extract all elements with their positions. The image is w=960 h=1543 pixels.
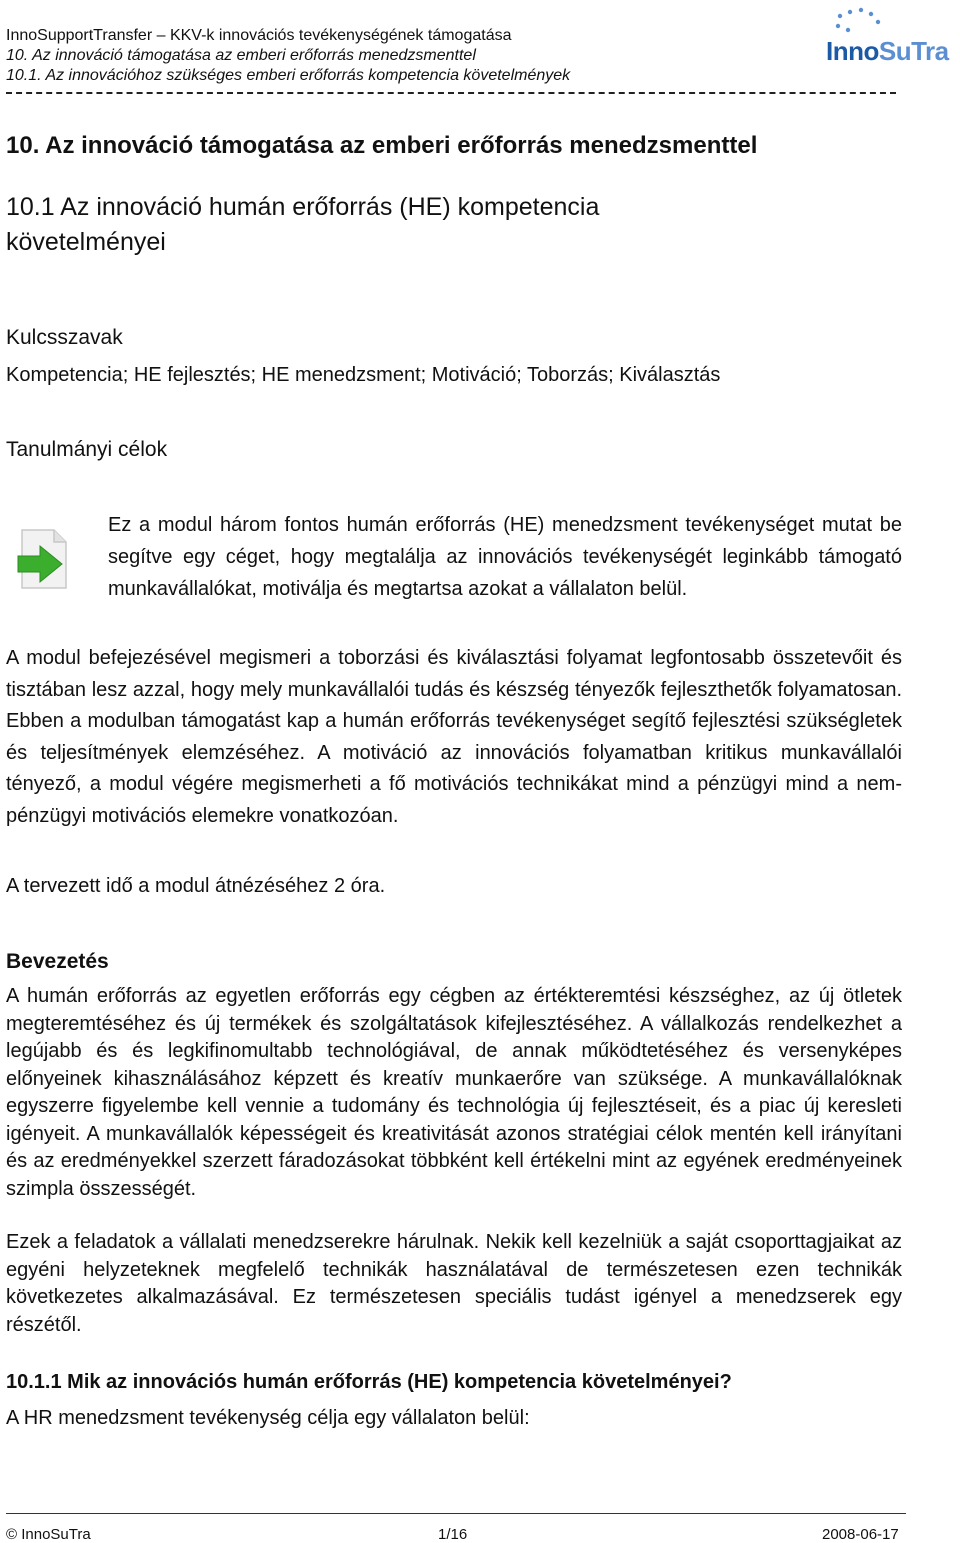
- footer-divider: [6, 1513, 906, 1514]
- intro-heading: Bevezetés: [6, 950, 109, 973]
- objectives-text-1: Ez a modul három fontos humán erőforrás (HE) menedzsment tevékenységet mutat be segítve egy céget, hogy megtalálja az innovációs tevékenységét leginkább támogató munkavállalókat, motiválja és megtartsa azokat a vállalaton belül.: [108, 514, 902, 600]
- objectives-heading: Tanulmányi célok: [6, 438, 168, 461]
- footer-copyright: © InnoSuTra: [6, 1526, 91, 1543]
- keywords-heading: Kulcsszavak: [6, 326, 123, 349]
- section-heading: 10.1.1 Mik az innovációs humán erőforrás (HE) kompetencia követelményei?: [6, 1371, 732, 1393]
- intro-paragraph-1: A humán erőforrás az egyetlen erőforrás egy cégben az értékteremtési készséghez, az új ötletek megteremtéséhez és új termékek és szolgáltatások kifejlesztéséhez. A vállalkozás rendelkezhet a legújabb és és legkifinomultabb technológiával, de annak működtetéséhez és versenyképes előnyeinek kihasználásához képzett és kreatív munkaerőre van szüksége. A munkavállalóknak egyszerre figyelembe kell vennie a tudomány és technológia új fejlesztéseit, és a piac új keresleti igényeit. A munkavállalók képességeit és kreativitását azonos stratégiai célok mentén kell irányítani és az eredményekkel szerzett fáradozásokat többként kell értékelni mint az egyének eredményeinek szimpla összességét.: [6, 985, 902, 1200]
- logo-part-sutra: SuTra: [878, 36, 949, 66]
- intro-paragraph-2: Ezek a feladatok a vállalati menedzserekre hárulnak. Nekik kell kezelniük a saját csoporttagjaikat az egyéni helyzeteknek megfelelő technikák használatával de természetesen ezen technikák következetes alkalmazásával. Ez természetesen speciális tudást igényel a menedzserek egy részétől.: [6, 1231, 902, 1336]
- logo-wordmark: [826, 36, 949, 67]
- footer-date: 2008-06-17: [822, 1526, 899, 1543]
- section-subtitle: 10.1 Az innováció humán erőforrás (HE) kompetencia követelményei: [6, 193, 600, 256]
- keywords-text: Kompetencia; HE fejlesztés; HE menedzsment; Motiváció; Toborzás; Kiválasztás: [6, 364, 721, 386]
- innosutra-logo: [826, 6, 956, 70]
- header-project-title: InnoSupportTransfer – KKV-k innovációs tevékenységének támogatása: [6, 27, 512, 44]
- header-section-title: 10.1. Az innovációhoz szükséges emberi erőforrás kompetencia követelmények: [6, 67, 571, 84]
- objectives-duration: A tervezett idő a modul átnézéséhez 2 óra.: [6, 875, 386, 897]
- header-divider: [6, 92, 896, 94]
- header-chapter-title: 10. Az innováció támogatása az emberi erőforrás menedzsmenttel: [6, 47, 476, 64]
- logo-part-inno: Inno: [826, 36, 879, 66]
- objectives-paragraph-1: [6, 509, 902, 605]
- logo-dots-icon: [826, 6, 956, 36]
- objectives-paragraph-2: A modul befejezésével megismeri a toborzási és kiválasztási folyamat legfontosabb összetevőit és tisztában lesz azzal, hogy mely munkavállalói tudás és készség tényezők fejleszthetők folyamatosan. Ebben a modulban támogatást kap a humán erőforrás tevékenységet segítő fejlesztési szükségletek és teljesítmények elemzéséhez. A motiváció az innovációs folyamatban kritikus munkavállalói tényező, a modul végére megismerheti a fő motivációs technikákat mind a pénzügyi mind a nem-pénzügyi motivációs elemekre vonatkozóan.: [6, 647, 902, 827]
- page-title: 10. Az innováció támogatása az emberi erőforrás menedzsmenttel: [6, 132, 758, 159]
- section-lead-text: A HR menedzsment tevékenység célja egy vállalaton belül:: [6, 1407, 530, 1429]
- footer-page-number: 1/16: [438, 1526, 468, 1543]
